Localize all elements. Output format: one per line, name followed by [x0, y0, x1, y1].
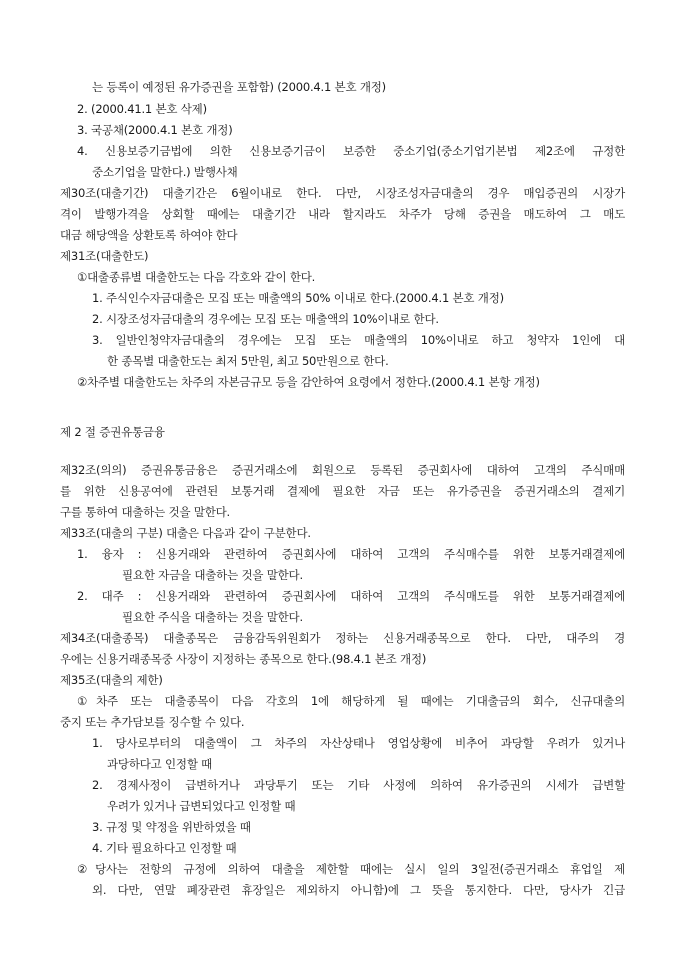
paragraph-1: ①대출종류별 대출한도는 다음 각호와 같이 한다. [77, 270, 316, 284]
list-item: 2. 대주 : 신용거래와 관련하여 증권회사에 대하여 고객의 주식매도를 위한 보통거래결제에 [77, 589, 625, 603]
text-line: 를 위한 신용공여에 관련된 보통거래 결제에 필요한 자금 또는 유가증권을 증권거래소의 결제기 [60, 484, 625, 498]
text-line: 대금 해당액을 상환토록 하여야 한다 [60, 228, 238, 242]
article-35-title: 제35조(대출의 제한) [60, 673, 163, 687]
list-item: 4. 신용보증기금법에 의한 신용보증기금이 보증한 중소기업(중소기업기본법 제2조에 규정한 [77, 144, 625, 158]
article-33: 제33조(대출의 구분) 대출은 다음과 같이 구분한다. [60, 526, 311, 540]
text-line: 과당하다고 인정할 때 [107, 757, 213, 771]
text-line: 한 종목별 대출한도는 최저 5만원, 최고 50만원으로 한다. [107, 354, 389, 368]
list-item: 2. (2000.41.1 본호 삭제) [77, 102, 207, 116]
list-item: 1. 당사로부터의 대출액이 그 차주의 자산상태나 영업상황에 비추어 과당할 우려가 있거나 [92, 736, 625, 750]
article-31-title: 제31조(대출한도) [60, 249, 149, 263]
paragraph-2: ②당사는 전항의 규정에 의하여 대출을 제한할 때에는 실시 일의 3일전(증권거래소 휴업일 제 [77, 862, 625, 876]
text-line: 중지 또는 추가담보를 징수할 수 있다. [60, 715, 245, 729]
article-30: 제30조(대출기간) 대출기간은 6월이내로 한다. 다만, 시장조성자금대출의 경우 매입증권의 시장가 [60, 186, 625, 200]
paragraph-2: ②차주별 대출한도는 차주의 자본금규모 등을 감안하여 요령에서 정한다.(2000.4.1 본항 개정) [77, 375, 540, 389]
text-line: 구를 통하여 대출하는 것을 말한다. [60, 505, 231, 519]
list-item: 3. 국공채(2000.4.1 본호 개정) [77, 123, 233, 137]
text-line: 는 등록이 예정된 유가증권을 포함함) (2000.4.1 본호 개정) [92, 80, 386, 94]
paragraph-1: ①차주 또는 대출종목이 다음 각호의 1에 해당하게 될 때에는 기대출금의 회수, 신규대출의 [77, 694, 625, 708]
article-32: 제32조(의의) 증권유통금융은 증권거래소에 회원으로 등록된 증권회사에 대하여 고객의 주식매매 [60, 463, 625, 477]
list-item: 3. 규정 및 약정을 위반하였을 때 [92, 820, 251, 834]
text-line: 필요한 주식을 대출하는 것을 말한다. [122, 610, 303, 624]
text-line: 필요한 자금을 대출하는 것을 말한다. [122, 568, 303, 582]
text-line: 중소기업을 말한다.) 발행사채 [92, 165, 238, 179]
list-item: 4. 기타 필요하다고 인정할 때 [92, 841, 237, 855]
list-item: 3. 일반인청약자금대출의 경우에는 모집 또는 매출액의 10%이내로 하고 청약자 1인에 대 [92, 333, 625, 347]
text-line: 우려가 있거나 급변되었다고 인정할 때 [107, 799, 296, 813]
article-34: 제34조(대출종목) 대출종목은 금융감독위원회가 정하는 신용거래종목으로 한다. 다만, 대주의 경 [60, 631, 625, 645]
list-item: 2. 경제사정이 급변하거나 과당투기 또는 기타 사정에 의하여 유가증권의 시세가 급변할 [92, 778, 625, 792]
list-item: 2. 시장조성자금대출의 경우에는 모집 또는 매출액의 10%이내로 한다. [92, 312, 439, 326]
list-item: 1. 주식인수자금대출은 모집 또는 매출액의 50% 이내로 한다.(2000.4.1 본호 개정) [92, 291, 504, 305]
text-line: 격이 발행가격을 상회할 때에는 대출기간 내라 할지라도 차주가 당해 증권을 매도하여 그 매도 [60, 207, 625, 221]
text-line: 외. 다만, 연말 폐장관련 휴장일은 제외하지 아니함)에 그 뜻을 통지한다. 다만, 당사가 긴급 [92, 883, 625, 897]
section-heading: 제 2 절 증권유통금융 [60, 425, 165, 439]
list-item: 1. 융자 : 신용거래와 관련하여 증권회사에 대하여 고객의 주식매수를 위한 보통거래결제에 [77, 547, 625, 561]
text-line: 우에는 신용거래종목중 사장이 지정하는 종목으로 한다.(98.4.1 본조 개정) [60, 652, 427, 666]
